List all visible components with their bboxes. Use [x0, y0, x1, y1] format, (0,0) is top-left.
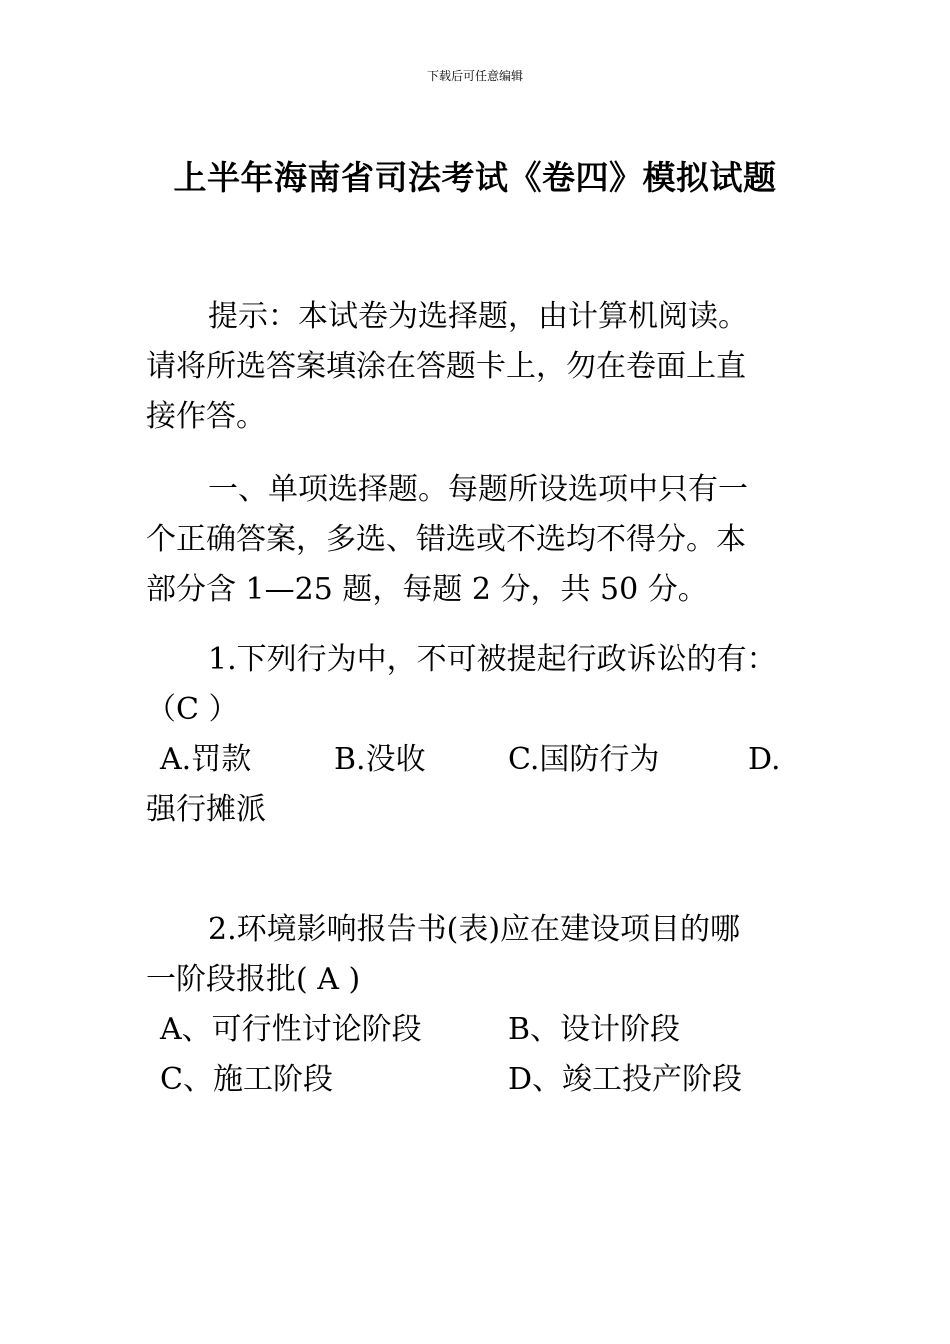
instructions-paragraph	[146, 292, 796, 442]
question-1-answer: （C ）	[146, 692, 239, 727]
section-line-3: 部分含 1—25 题，每题 2 分，共 50 分。	[146, 572, 708, 607]
question-1-option-d-label: D.	[748, 742, 781, 777]
question-1-stem: 1.下列行为中，不可被提起行政诉讼的有：	[208, 642, 777, 677]
question-1-option-c: C.国防行为	[508, 742, 660, 777]
question-2-option-c: C、施工阶段	[160, 1062, 333, 1097]
question-1-options	[146, 735, 796, 785]
question-2	[146, 905, 796, 1105]
question-1-option-b: B.没收	[334, 742, 426, 777]
question-2-option-d: D、竣工投产阶段	[508, 1062, 743, 1097]
question-1	[146, 635, 796, 835]
section-line-2: 个正确答案，多选、错选或不选均不得分。本	[146, 522, 746, 557]
question-2-options-row-2	[146, 1055, 796, 1105]
question-1-option-d-text: 强行摊派	[146, 792, 266, 827]
question-2-answer: 一阶段报批( A )	[146, 962, 361, 997]
question-2-option-a: A、可行性讨论阶段	[160, 1012, 422, 1047]
section-line-1: 一、单项选择题。每题所设选项中只有一	[208, 472, 748, 507]
question-1-option-a: A.罚款	[160, 742, 252, 777]
instructions-line-1: 提示：本试卷为选择题，由计算机阅读。	[208, 299, 748, 334]
question-2-stem: 2.环境影响报告书(表)应在建设项目的哪	[208, 912, 741, 947]
section-heading-paragraph	[146, 465, 796, 615]
page-title: 上半年海南省司法考试《卷四》模拟试题	[173, 158, 777, 197]
instructions-line-2: 请将所选答案填涂在答题卡上，勿在卷面上直	[146, 349, 746, 384]
instructions-line-3: 接作答。	[146, 399, 266, 434]
question-2-options-row-1	[146, 1005, 796, 1055]
question-2-option-b: B、设计阶段	[508, 1012, 681, 1047]
header-note: 下载后可任意编辑	[426, 69, 523, 83]
